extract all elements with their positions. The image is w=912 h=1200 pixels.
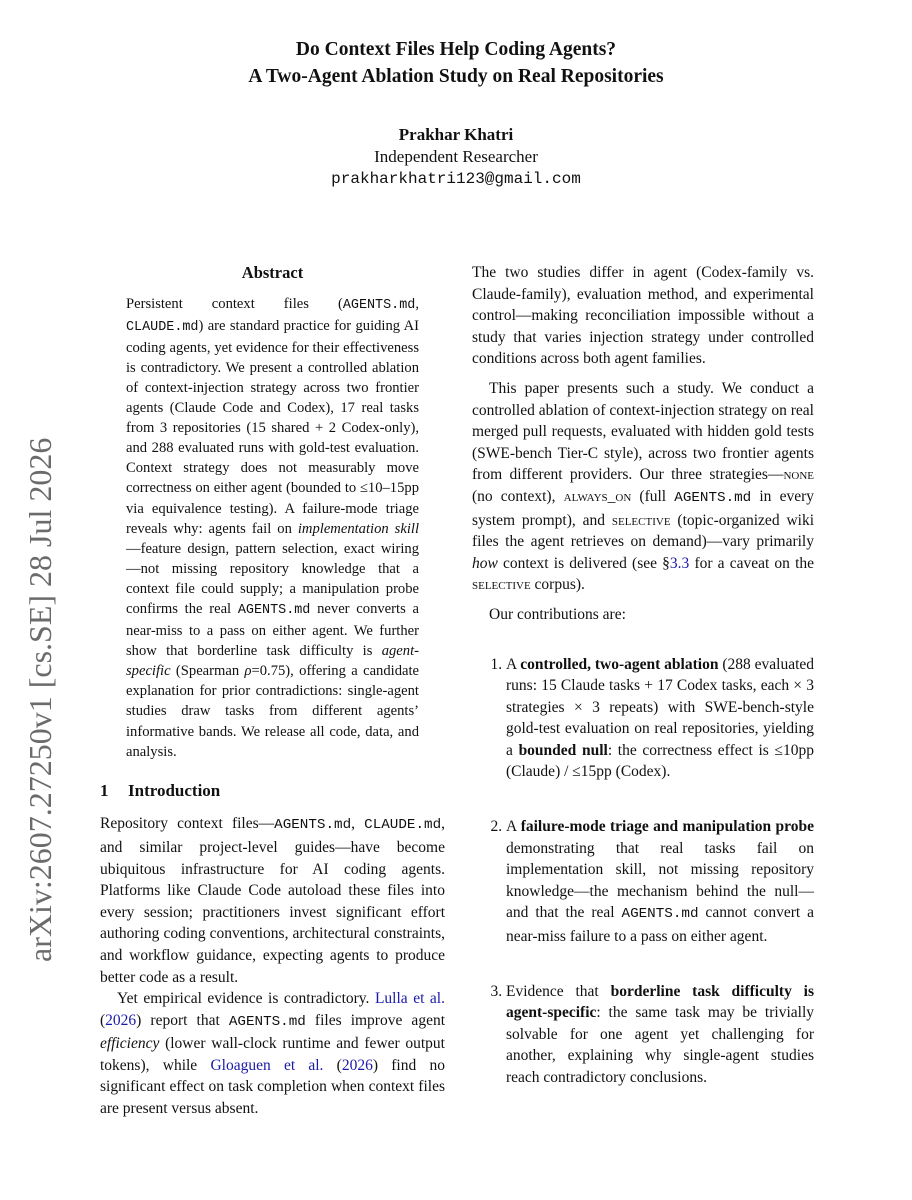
right-paragraph-1: The two studies differ in agent (Codex-family vs. Claude-family), evaluation method, and experimental control—making reconciliation impossible without a study that varies injection strategy under controlled conditions across both agent families. — [472, 264, 814, 368]
abstract-symbol: ρ — [244, 663, 252, 680]
abstract-seg: =0.75), offering a candidate explanation for prior contradictions: single-agent studies draw tasks from different agents’ informative bands. We release all code, data, and analysis. — [126, 663, 419, 760]
abstract-code: AGENTS.md — [237, 603, 311, 618]
section-ref-link[interactable]: 3.3 — [669, 554, 690, 572]
arxiv-stamp-text: arXiv:2607.27250v1 [cs.SE] 28 Jul 2026 — [22, 437, 58, 962]
author-email[interactable]: prakharkhatri123@gmail.com — [331, 170, 581, 188]
text-seg: cannot convert a near-miss failure to a pass on either agent. — [506, 904, 814, 946]
text-seg: This paper presents such a study. We conduct a controlled ablation of context-injection strategy on real merged pull requests, evaluated with hidden gold tests (SWE-bench Tier-C style), across two frontier agents from different providers. Our three strategies— — [472, 379, 814, 484]
text-seg: A — [506, 655, 521, 673]
arxiv-stamp — [20, 422, 60, 962]
text-seg: (topic-organized wiki files the agent retrieves on demand)—vary primarily — [472, 511, 814, 551]
text-seg: A — [506, 818, 521, 836]
text-seg: context is delivered (see § — [497, 554, 670, 572]
inline-code: AGENTS.md — [228, 1013, 306, 1030]
text-seg: Repository context files— — [100, 815, 275, 833]
right-paragraph-2 — [472, 378, 814, 596]
section-title: Introduction — [128, 780, 221, 800]
text-seg: Yet empirical evidence is contradictory. — [117, 990, 375, 1008]
abstract-heading: Abstract — [241, 263, 304, 282]
section-number: 1 — [100, 780, 109, 800]
text-seg: ) report that — [136, 1011, 229, 1029]
strategy-name: selective — [472, 576, 531, 594]
abstract-emphasis: agent-specific — [126, 643, 419, 680]
inline-code: AGENTS.md — [621, 906, 699, 923]
intro-paragraph-2 — [100, 988, 445, 1120]
text-seg: (lower wall-clock runtime and fewer output tokens), while — [100, 1035, 445, 1074]
text-seg: , — [351, 815, 365, 833]
abstract-emphasis: implementation skill — [297, 520, 419, 537]
citation-link[interactable]: Lulla et al. — [374, 990, 445, 1008]
abstract-seg: —feature design, pattern selection, exact wiring—not missing repository knowledge that a context file could supply; a manipulation probe confirms the real — [126, 540, 419, 617]
text-seg: : the correctness effect is ≤10pp (Claude) / ≤15pp (Codex). — [506, 741, 814, 781]
text-seg: (288 evaluated runs: 15 Claude tasks + 17 Codex tasks, each × 3 strategies × 3 repeats) with SWE-bench-style gold-test evaluation on real repositories, yielding a — [506, 655, 815, 759]
abstract-code: AGENTS.md — [342, 297, 416, 313]
contribution-item-1 — [506, 654, 814, 784]
title-line-2: A Two-Agent Ablation Study on Real Repositories — [248, 66, 664, 87]
left-column — [100, 262, 445, 1120]
text-seg: ( — [100, 1011, 106, 1029]
contribution-item-2 — [506, 816, 814, 948]
abstract-seg: ) are standard practice for guiding AI coding agents, yet evidence for their effectiveness is contradictory. We present a controlled ablation of context-injection strategy across two frontier agents (Claude Code and Codex), 17 real tasks from 3 repositories (15 shared + 2 Codex-only), and 288 evaluated runs with gold-test evaluation. Context strategy does not measurably move correctness on either agent (bounded to ≤10–15pp via equivalence testing). A failure-mode triage reveals why: agents fail on — [126, 317, 419, 537]
section-heading-introduction — [100, 780, 445, 802]
text-seg: ( — [323, 1056, 342, 1074]
text-seg: (full — [631, 487, 675, 505]
abstract-seg: Persistent context files ( — [126, 295, 343, 312]
title-line-1: Do Context Files Help Coding Agents? — [295, 39, 617, 60]
bold-text: borderline task difficulty is agent-specific — [506, 982, 815, 1022]
paper-title — [0, 36, 912, 90]
text-seg: , and similar project-level guides—have become ubiquitous infrastructure for AI coding agents. Platforms like Claude Code autoload these files into every session; practitioners invest significant effort authoring coding conventions, architectural constraints, and workflow guidance, expecting agents to produce better code as a result. — [100, 815, 445, 986]
strategy-name: none — [783, 466, 814, 484]
text-seg: files improve agent — [305, 1011, 445, 1029]
citation-link[interactable]: 2026 — [341, 1056, 373, 1074]
citation-link[interactable]: Gloaguen et al. — [210, 1056, 324, 1074]
strategy-name: always_on — [563, 487, 632, 505]
text-seg: demonstrating that real tasks fail on implementation skill, not missing repository knowledge—the mechanism behind the null—and that the real — [506, 839, 814, 922]
citation-link[interactable]: 2026 — [105, 1011, 137, 1029]
text-seg: corpus). — [530, 576, 585, 594]
inline-code: CLAUDE.md — [364, 817, 442, 834]
inline-code: AGENTS.md — [274, 817, 352, 834]
emphasis: efficiency — [100, 1035, 160, 1053]
contributions-list — [472, 654, 814, 1089]
inline-code: AGENTS.md — [674, 489, 752, 506]
bold-text: controlled, two-agent ablation — [520, 655, 719, 673]
text-seg: (no context), — [472, 487, 564, 505]
text-seg: in every system prompt), and — [472, 487, 815, 529]
emphasis: how — [472, 554, 498, 572]
abstract-seg: never converts a near-miss to a pass on either agent. We further show that borderline task difficulty is — [126, 601, 419, 660]
contribution-item-3 — [506, 981, 814, 1089]
author-block — [0, 124, 912, 190]
abstract-seg: (Spearman — [170, 663, 245, 680]
text-seg: ) find no significant effect on task completion when context files are present versus absent. — [100, 1056, 445, 1118]
author-name: Prakhar Khatri — [398, 125, 514, 144]
abstract-seg: , — [415, 295, 419, 312]
text-seg: Evidence that — [506, 982, 611, 1000]
intro-paragraph-1 — [100, 813, 445, 988]
bold-text: bounded null — [518, 741, 608, 759]
abstract-text — [126, 294, 419, 762]
strategy-name: selective — [611, 511, 671, 529]
text-seg: for a caveat on the — [689, 554, 815, 572]
abstract-code: CLAUDE.md — [126, 319, 199, 335]
author-affiliation: Independent Researcher — [374, 147, 538, 166]
right-paragraph-3: Our contributions are: — [489, 605, 626, 623]
text-seg: : the same task may be trivially solvable for one agent yet challenging for another, explaining why single-agent studies reach contradictory conclusions. — [506, 1004, 814, 1086]
right-column — [472, 262, 814, 1122]
bold-text: failure-mode triage and manipulation probe — [520, 818, 814, 836]
